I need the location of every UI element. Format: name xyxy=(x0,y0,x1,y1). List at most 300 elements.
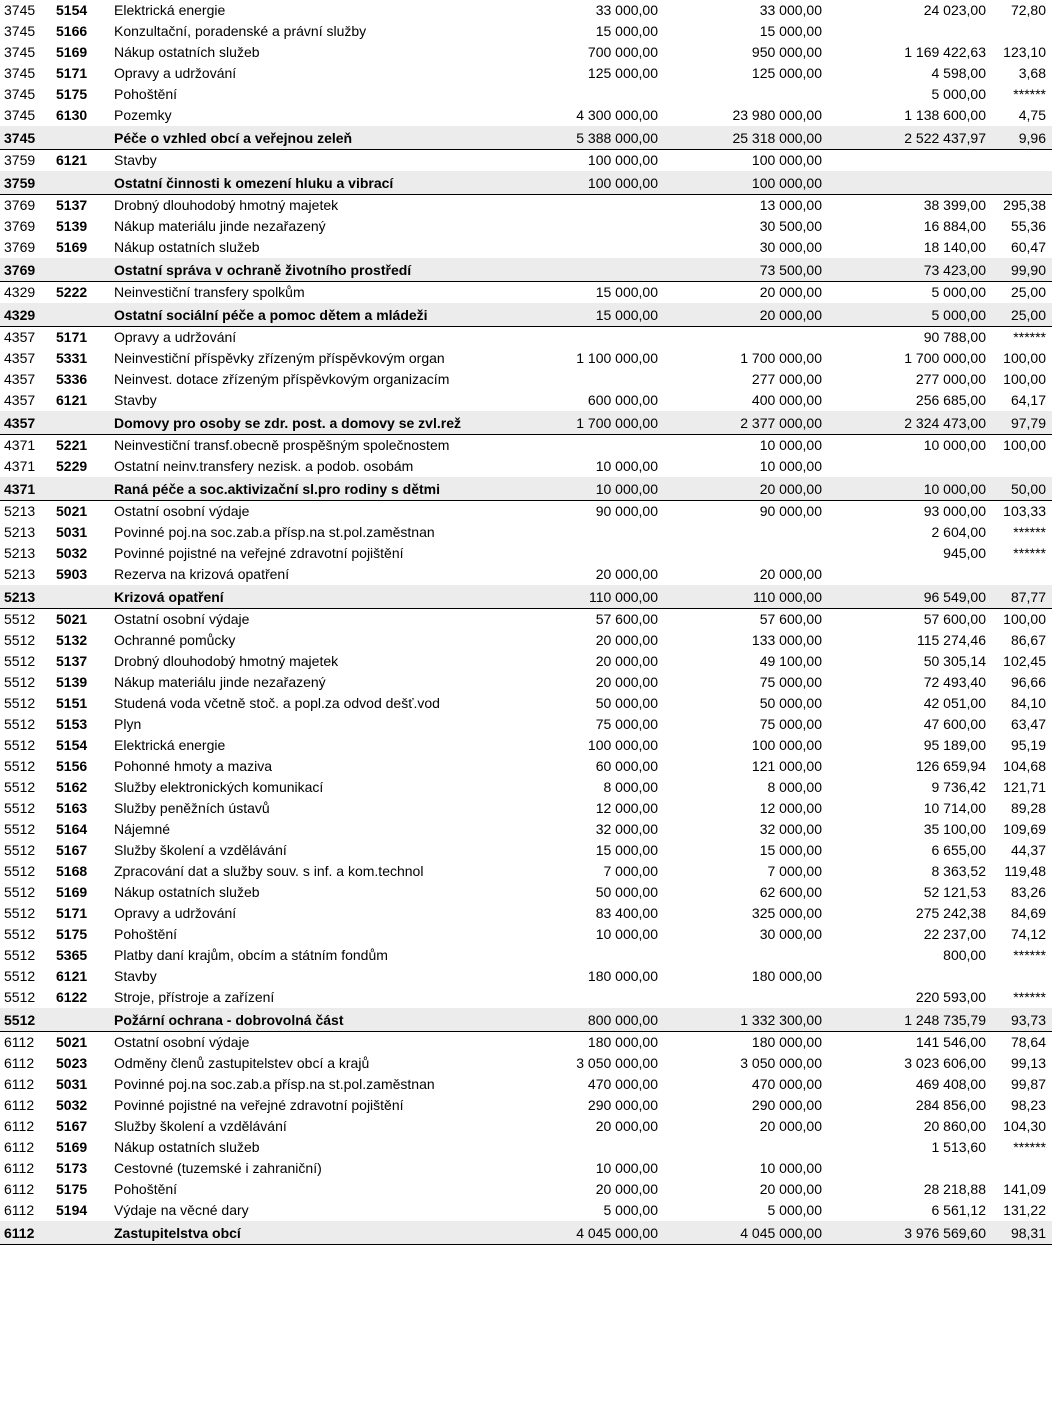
approved-budget: 20 000,00 xyxy=(595,653,658,669)
adjusted-budget: 25 318 000,00 xyxy=(658,126,822,150)
approved-budget: 20 000,00 xyxy=(595,1181,658,1197)
fulfilment-percent: 87,77 xyxy=(986,585,1052,609)
fulfilment-percent: 104,30 xyxy=(1003,1118,1046,1134)
item-name: Drobný dlouhodobý hmotný majetek xyxy=(114,653,339,669)
fulfilment-percent xyxy=(986,171,1052,195)
item-code: 5173 xyxy=(56,1160,88,1176)
item-code: 5331 xyxy=(56,350,88,366)
item-code: 5221 xyxy=(56,437,88,453)
approved-budget: 10 000,00 xyxy=(595,458,658,474)
item-code: 5032 xyxy=(56,545,88,561)
adjusted-budget: 121 000,00 xyxy=(751,758,822,774)
actual-spending: 6 561,12 xyxy=(931,1202,986,1218)
actual-spending: 4 598,00 xyxy=(931,65,986,81)
approved-budget: 20 000,00 xyxy=(595,566,658,582)
table-row xyxy=(0,798,1052,819)
item-name: Pohoštění xyxy=(114,1181,178,1197)
adjusted-budget: 10 000,00 xyxy=(759,437,822,453)
fulfilment-percent: 100,00 xyxy=(1003,611,1046,627)
actual-spending: 10 000,00 xyxy=(923,437,986,453)
approved-budget: 15 000,00 xyxy=(526,303,658,327)
approved-budget: 90 000,00 xyxy=(595,503,658,519)
paragraph-code: 5512 xyxy=(4,716,36,732)
actual-spending: 3 023 606,00 xyxy=(904,1055,986,1071)
actual-spending: 1 248 735,79 xyxy=(822,1008,986,1032)
paragraph-code: 4329 xyxy=(4,284,36,300)
table-row xyxy=(0,237,1052,258)
item-code: 5903 xyxy=(56,566,88,582)
table-row xyxy=(0,216,1052,237)
adjusted-budget xyxy=(658,543,822,564)
table-row xyxy=(0,840,1052,861)
adjusted-budget: 4 045 000,00 xyxy=(658,1221,822,1245)
fulfilment-percent: 104,68 xyxy=(1003,758,1046,774)
approved-budget: 7 000,00 xyxy=(603,863,658,879)
item-name: Neinvestiční příspěvky zřízeným příspěvkovým organ xyxy=(114,350,445,366)
table-row xyxy=(0,0,1052,21)
approved-budget: 100 000,00 xyxy=(526,171,658,195)
table-row xyxy=(0,945,1052,966)
approved-budget: 50 000,00 xyxy=(595,695,658,711)
actual-spending: 5 000,00 xyxy=(822,303,986,327)
item-name: Ostatní činnosti k omezení hluku a vibrací xyxy=(114,171,526,195)
fulfilment-percent: 72,80 xyxy=(1010,2,1046,18)
approved-budget: 5 388 000,00 xyxy=(526,126,658,150)
paragraph-code: 5512 xyxy=(4,947,36,963)
item-name: Stavby xyxy=(114,392,157,408)
item-name: Stavby xyxy=(114,968,157,984)
paragraph-code: 3759 xyxy=(0,171,56,195)
item-code: 5139 xyxy=(56,674,88,690)
item-name: Domovy pro osoby se zdr. post. a domovy se zvl.rež xyxy=(114,411,526,435)
item-name: Opravy a udržování xyxy=(114,65,237,81)
approved-budget: 4 045 000,00 xyxy=(526,1221,658,1245)
fulfilment-percent: 86,67 xyxy=(1010,632,1046,648)
adjusted-budget: 5 000,00 xyxy=(767,1202,822,1218)
item-code: 5166 xyxy=(56,23,88,39)
paragraph-code: 4371 xyxy=(4,458,36,474)
adjusted-budget: 75 000,00 xyxy=(759,716,822,732)
fulfilment-percent: ****** xyxy=(1013,545,1046,561)
fulfilment-percent: 131,22 xyxy=(1003,1202,1046,1218)
adjusted-budget: 20 000,00 xyxy=(759,566,822,582)
item-name: Elektrická energie xyxy=(114,2,226,18)
actual-spending: 72 493,40 xyxy=(923,674,986,690)
paragraph-code: 6112 xyxy=(4,1055,35,1071)
fulfilment-percent: 123,10 xyxy=(1003,44,1046,60)
paragraph-code: 5213 xyxy=(4,503,36,519)
actual-spending: 2 604,00 xyxy=(931,524,986,540)
item-name: Požární ochrana - dobrovolná část xyxy=(114,1008,526,1032)
fulfilment-percent: ****** xyxy=(1013,329,1046,345)
item-code: 5365 xyxy=(56,947,88,963)
actual-spending: 42 051,00 xyxy=(923,695,986,711)
fulfilment-percent: 25,00 xyxy=(986,303,1052,327)
item-name: Elektrická energie xyxy=(114,737,226,753)
actual-spending: 6 655,00 xyxy=(931,842,986,858)
approved-budget: 100 000,00 xyxy=(587,737,658,753)
fulfilment-percent xyxy=(986,564,1052,585)
adjusted-budget: 20 000,00 xyxy=(759,1118,822,1134)
table-row xyxy=(0,63,1052,84)
item-name: Raná péče a soc.aktivizační sl.pro rodiny s dětmi xyxy=(114,477,526,501)
paragraph-code: 6112 xyxy=(4,1034,35,1050)
paragraph-code: 5512 xyxy=(4,632,36,648)
item-code: 5175 xyxy=(56,86,88,102)
table-row xyxy=(0,735,1052,756)
approved-budget xyxy=(526,522,658,543)
adjusted-budget xyxy=(658,1137,822,1158)
item-name: Ochranné pomůcky xyxy=(114,632,236,648)
approved-budget xyxy=(526,237,658,258)
approved-budget: 8 000,00 xyxy=(603,779,658,795)
actual-spending xyxy=(822,150,986,172)
actual-spending: 38 399,00 xyxy=(923,197,986,213)
actual-spending: 275 242,38 xyxy=(915,905,986,921)
paragraph-code: 3745 xyxy=(0,126,56,150)
adjusted-budget: 110 000,00 xyxy=(658,585,822,609)
item-name: Ostatní neinv.transfery nezisk. a podob. osobám xyxy=(114,458,414,474)
adjusted-budget xyxy=(658,327,822,349)
item-code: 6121 xyxy=(56,392,88,408)
paragraph-code: 6112 xyxy=(4,1139,35,1155)
fulfilment-percent xyxy=(986,456,1052,477)
adjusted-budget xyxy=(658,987,822,1008)
paragraph-code: 4357 xyxy=(4,392,36,408)
item-code: 5021 xyxy=(56,1034,88,1050)
adjusted-budget: 20 000,00 xyxy=(658,477,822,501)
paragraph-code: 5213 xyxy=(4,524,36,540)
table-row xyxy=(0,105,1052,126)
actual-spending: 22 237,00 xyxy=(923,926,986,942)
adjusted-budget: 20 000,00 xyxy=(658,303,822,327)
item-name: Zpracování dat a služby souv. s inf. a kom.technol xyxy=(114,863,424,879)
approved-budget: 50 000,00 xyxy=(595,884,658,900)
approved-budget: 12 000,00 xyxy=(595,800,658,816)
adjusted-budget: 100 000,00 xyxy=(751,737,822,753)
approved-budget: 10 000,00 xyxy=(595,1160,658,1176)
adjusted-budget: 10 000,00 xyxy=(759,458,822,474)
fulfilment-percent: 102,45 xyxy=(1003,653,1046,669)
actual-spending: 1 138 600,00 xyxy=(904,107,986,123)
actual-spending: 3 976 569,60 xyxy=(822,1221,986,1245)
item-code xyxy=(56,477,114,501)
item-name: Plyn xyxy=(114,716,142,732)
actual-spending: 2 522 437,97 xyxy=(822,126,986,150)
actual-spending xyxy=(822,966,986,987)
fulfilment-percent: 295,38 xyxy=(1003,197,1046,213)
paragraph-code: 6112 xyxy=(0,1221,56,1245)
item-code: 5031 xyxy=(56,524,88,540)
fulfilment-percent: ****** xyxy=(1013,524,1046,540)
approved-budget: 33 000,00 xyxy=(595,2,658,18)
approved-budget: 110 000,00 xyxy=(526,585,658,609)
paragraph-code: 3745 xyxy=(4,44,36,60)
table-row xyxy=(0,21,1052,42)
actual-spending: 16 884,00 xyxy=(923,218,986,234)
approved-budget: 15 000,00 xyxy=(595,842,658,858)
item-code: 5164 xyxy=(56,821,88,837)
item-name: Nákup ostatních služeb xyxy=(114,44,260,60)
actual-spending xyxy=(822,1158,986,1179)
actual-spending: 10 714,00 xyxy=(923,800,986,816)
actual-spending: 277 000,00 xyxy=(915,371,986,387)
approved-budget: 32 000,00 xyxy=(595,821,658,837)
table-row xyxy=(0,84,1052,105)
fulfilment-percent: 64,17 xyxy=(1010,392,1046,408)
item-code: 5336 xyxy=(56,371,88,387)
paragraph-code: 3745 xyxy=(4,2,36,18)
adjusted-budget: 8 000,00 xyxy=(767,779,822,795)
actual-spending: 945,00 xyxy=(943,545,986,561)
paragraph-code: 4357 xyxy=(0,411,56,435)
actual-spending: 18 140,00 xyxy=(923,239,986,255)
paragraph-code: 5512 xyxy=(4,737,36,753)
paragraph-code: 3745 xyxy=(4,107,36,123)
item-name: Opravy a udržování xyxy=(114,905,237,921)
item-name: Neinvestiční transfery spolkům xyxy=(114,284,305,300)
item-code: 5023 xyxy=(56,1055,88,1071)
paragraph-code: 5512 xyxy=(4,758,36,774)
paragraph-code: 4371 xyxy=(4,437,36,453)
adjusted-budget: 90 000,00 xyxy=(759,503,822,519)
table-row xyxy=(0,195,1052,217)
table-row xyxy=(0,1095,1052,1116)
fulfilment-percent: 97,79 xyxy=(986,411,1052,435)
adjusted-budget: 12 000,00 xyxy=(759,800,822,816)
adjusted-budget: 62 600,00 xyxy=(759,884,822,900)
fulfilment-percent: ****** xyxy=(1013,989,1046,1005)
adjusted-budget: 57 600,00 xyxy=(759,611,822,627)
approved-budget: 20 000,00 xyxy=(595,674,658,690)
fulfilment-percent xyxy=(986,21,1052,42)
item-name: Služby školení a vzdělávání xyxy=(114,842,287,858)
item-code: 5167 xyxy=(56,842,88,858)
approved-budget xyxy=(526,435,658,457)
item-name: Nákup ostatních služeb xyxy=(114,1139,260,1155)
section-total-row xyxy=(0,126,1052,150)
adjusted-budget: 950 000,00 xyxy=(751,44,822,60)
fulfilment-percent: 83,26 xyxy=(1010,884,1046,900)
approved-budget xyxy=(526,1137,658,1158)
paragraph-code: 4357 xyxy=(4,329,36,345)
item-code: 5229 xyxy=(56,458,88,474)
item-code: 5168 xyxy=(56,863,88,879)
item-code: 5169 xyxy=(56,239,88,255)
adjusted-budget: 7 000,00 xyxy=(767,863,822,879)
section-total-row xyxy=(0,585,1052,609)
table-row xyxy=(0,543,1052,564)
table-row xyxy=(0,777,1052,798)
item-name: Stavby xyxy=(114,152,157,168)
actual-spending: 126 659,94 xyxy=(915,758,986,774)
approved-budget: 1 100 000,00 xyxy=(576,350,658,366)
fulfilment-percent: 89,28 xyxy=(1010,800,1046,816)
table-row xyxy=(0,861,1052,882)
item-code: 6121 xyxy=(56,152,88,168)
item-name: Nájemné xyxy=(114,821,171,837)
item-code: 5021 xyxy=(56,611,88,627)
paragraph-code: 5512 xyxy=(4,779,36,795)
paragraph-code: 5512 xyxy=(4,884,36,900)
table-row xyxy=(0,501,1052,523)
adjusted-budget: 100 000,00 xyxy=(751,152,822,168)
actual-spending: 2 324 473,00 xyxy=(822,411,986,435)
paragraph-code: 5512 xyxy=(4,674,36,690)
item-code: 5222 xyxy=(56,284,88,300)
fulfilment-percent: 119,48 xyxy=(1004,863,1046,879)
table-row xyxy=(0,1116,1052,1137)
item-code: 5169 xyxy=(56,44,88,60)
item-code: 5175 xyxy=(56,1181,88,1197)
approved-budget: 700 000,00 xyxy=(587,44,658,60)
fulfilment-percent: 25,00 xyxy=(1010,284,1046,300)
item-code xyxy=(56,1221,114,1245)
table-row xyxy=(0,756,1052,777)
section-total-row xyxy=(0,303,1052,327)
item-name: Drobný dlouhodobý hmotný majetek xyxy=(114,197,339,213)
paragraph-code: 4329 xyxy=(0,303,56,327)
paragraph-code: 5512 xyxy=(4,989,36,1005)
approved-budget: 3 050 000,00 xyxy=(576,1055,658,1071)
item-name: Povinné poj.na soc.zab.a přísp.na st.pol.zaměstnan xyxy=(114,1076,435,1092)
paragraph-code: 5512 xyxy=(4,842,36,858)
item-name: Ostatní sociální péče a pomoc dětem a mládeži xyxy=(114,303,526,327)
item-code: 5171 xyxy=(56,329,88,345)
approved-budget: 10 000,00 xyxy=(526,477,658,501)
item-code: 5171 xyxy=(56,65,88,81)
fulfilment-percent: 3,68 xyxy=(1018,65,1046,81)
fulfilment-percent: ****** xyxy=(1013,947,1046,963)
table-row xyxy=(0,522,1052,543)
approved-budget: 800 000,00 xyxy=(526,1008,658,1032)
item-name: Nákup ostatních služeb xyxy=(114,884,260,900)
adjusted-budget: 15 000,00 xyxy=(759,23,822,39)
approved-budget: 180 000,00 xyxy=(587,968,658,984)
actual-spending: 8 363,52 xyxy=(931,863,986,879)
approved-budget: 75 000,00 xyxy=(595,716,658,732)
paragraph-code: 5213 xyxy=(4,545,36,561)
table-row xyxy=(0,564,1052,585)
actual-spending: 1 513,60 xyxy=(931,1139,986,1155)
approved-budget xyxy=(526,195,658,217)
adjusted-budget xyxy=(658,522,822,543)
adjusted-budget: 125 000,00 xyxy=(751,65,822,81)
section-total-row xyxy=(0,1221,1052,1245)
approved-budget: 57 600,00 xyxy=(595,611,658,627)
item-code xyxy=(56,126,114,150)
item-name: Ostatní správa v ochraně životního prostředí xyxy=(114,258,526,282)
fulfilment-percent: 98,31 xyxy=(986,1221,1052,1245)
adjusted-budget: 3 050 000,00 xyxy=(740,1055,822,1071)
fulfilment-percent: 121,71 xyxy=(1003,779,1046,795)
item-code: 5153 xyxy=(56,716,88,732)
adjusted-budget: 1 332 300,00 xyxy=(658,1008,822,1032)
approved-budget: 83 400,00 xyxy=(595,905,658,921)
actual-spending: 800,00 xyxy=(943,947,986,963)
item-code: 5194 xyxy=(56,1202,88,1218)
fulfilment-percent: 99,13 xyxy=(1010,1055,1046,1071)
table-row xyxy=(0,672,1052,693)
paragraph-code: 5512 xyxy=(4,800,36,816)
item-code: 5137 xyxy=(56,197,88,213)
table-row xyxy=(0,1137,1052,1158)
item-code: 5154 xyxy=(56,2,88,18)
paragraph-code: 3769 xyxy=(4,197,36,213)
fulfilment-percent: 50,00 xyxy=(986,477,1052,501)
approved-budget: 4 300 000,00 xyxy=(576,107,658,123)
fulfilment-percent: 84,69 xyxy=(1010,905,1046,921)
fulfilment-percent: 95,19 xyxy=(1010,737,1046,753)
item-name: Povinné pojistné na veřejné zdravotní pojištění xyxy=(114,1097,404,1113)
fulfilment-percent: 9,96 xyxy=(986,126,1052,150)
adjusted-budget: 470 000,00 xyxy=(751,1076,822,1092)
approved-budget: 10 000,00 xyxy=(595,926,658,942)
fulfilment-percent: 100,00 xyxy=(1003,350,1046,366)
item-name: Rezerva na krizová opatření xyxy=(114,566,290,582)
adjusted-budget: 325 000,00 xyxy=(751,905,822,921)
item-name: Nákup materiálu jinde nezařazený xyxy=(114,674,326,690)
adjusted-budget: 180 000,00 xyxy=(751,968,822,984)
item-name: Studená voda včetně stoč. a popl.za odvod dešť.vod xyxy=(114,695,440,711)
item-name: Ostatní osobní výdaje xyxy=(114,1034,250,1050)
paragraph-code: 3745 xyxy=(4,86,36,102)
table-row xyxy=(0,456,1052,477)
table-row xyxy=(0,1074,1052,1095)
section-total-row xyxy=(0,1008,1052,1032)
item-name: Ostatní osobní výdaje xyxy=(114,503,250,519)
item-code: 5137 xyxy=(56,653,88,669)
fulfilment-percent: 55,36 xyxy=(1010,218,1046,234)
fulfilment-percent xyxy=(986,966,1052,987)
table-row xyxy=(0,282,1052,304)
table-row xyxy=(0,327,1052,349)
approved-budget xyxy=(526,258,658,282)
item-name: Služby peněžních ústavů xyxy=(114,800,270,816)
paragraph-code: 3769 xyxy=(4,239,36,255)
adjusted-budget: 13 000,00 xyxy=(759,197,822,213)
fulfilment-percent: 99,90 xyxy=(986,258,1052,282)
item-code: 5132 xyxy=(56,632,88,648)
approved-budget: 5 000,00 xyxy=(603,1202,658,1218)
table-row xyxy=(0,150,1052,172)
paragraph-code: 5512 xyxy=(4,695,36,711)
paragraph-code: 6112 xyxy=(4,1181,35,1197)
table-row xyxy=(0,819,1052,840)
actual-spending: 256 685,00 xyxy=(915,392,986,408)
adjusted-budget xyxy=(658,945,822,966)
paragraph-code: 5512 xyxy=(4,968,36,984)
item-name: Ostatní osobní výdaje xyxy=(114,611,250,627)
paragraph-code: 6112 xyxy=(4,1076,35,1092)
actual-spending: 57 600,00 xyxy=(923,611,986,627)
fulfilment-percent: 96,66 xyxy=(1010,674,1046,690)
fulfilment-percent xyxy=(986,1158,1052,1179)
actual-spending: 9 736,42 xyxy=(931,779,986,795)
fulfilment-percent: 60,47 xyxy=(1010,239,1046,255)
fulfilment-percent: 103,33 xyxy=(1003,503,1046,519)
paragraph-code: 6112 xyxy=(4,1160,35,1176)
paragraph-code: 3769 xyxy=(0,258,56,282)
approved-budget: 20 000,00 xyxy=(595,632,658,648)
item-name: Zastupitelstva obcí xyxy=(114,1221,526,1245)
table-row xyxy=(0,1053,1052,1074)
item-code: 5169 xyxy=(56,1139,88,1155)
fulfilment-percent: ****** xyxy=(1013,1139,1046,1155)
approved-budget: 470 000,00 xyxy=(587,1076,658,1092)
adjusted-budget: 23 980 000,00 xyxy=(732,107,822,123)
actual-spending xyxy=(822,564,986,585)
